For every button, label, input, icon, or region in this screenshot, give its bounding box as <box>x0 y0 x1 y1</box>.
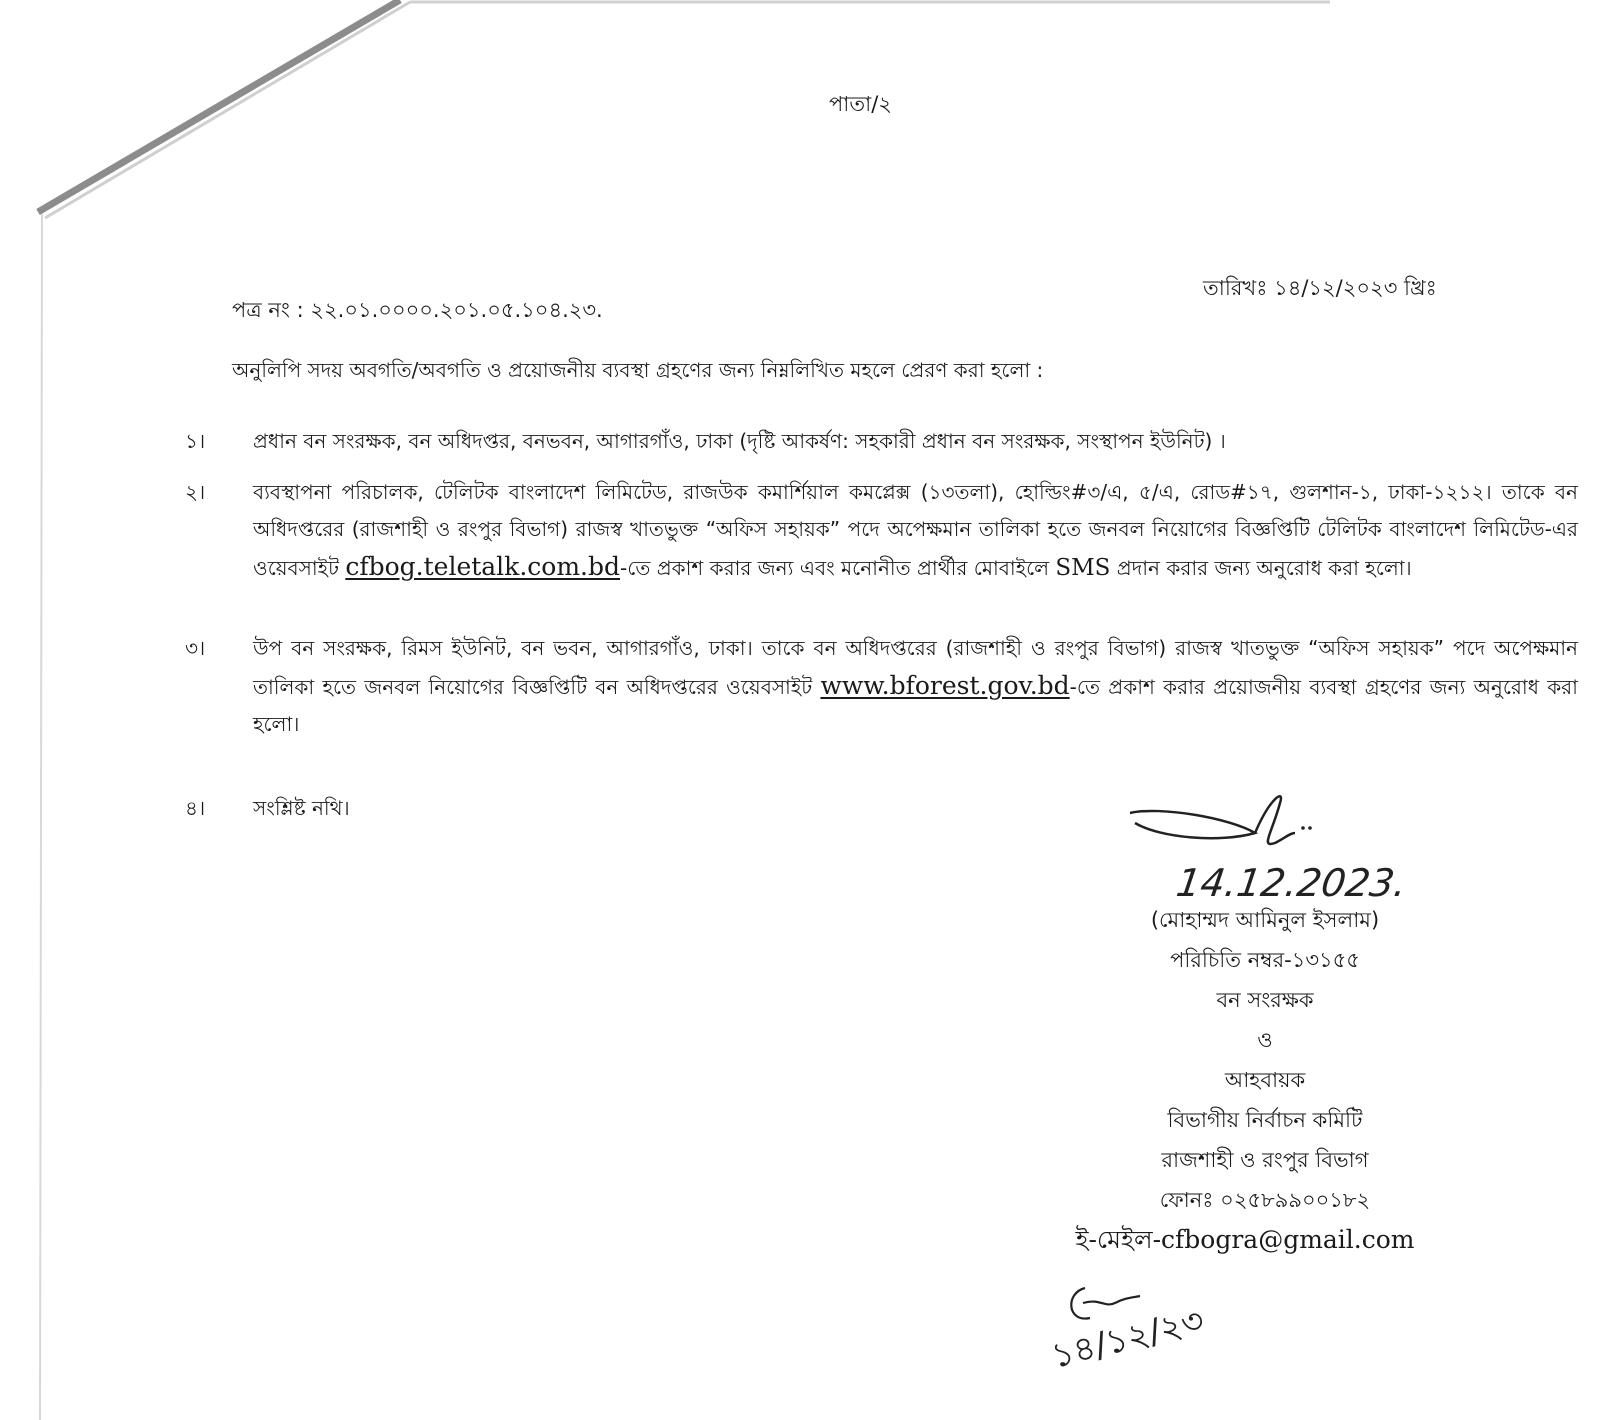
signatory-phone: ফোনঃ ০২৫৮৯৯০০১৮২ <box>1159 1188 1371 1212</box>
memo-number: পত্র নং : ২২.০১.০০০০.২০১.০৫.১০৪.২৩. <box>232 298 603 322</box>
list-item-text-part: -তে প্রকাশ করার প্রয়োজনীয় ব্যবস্থা গ্রহণের জন্য অনুরোধ করা হলো। <box>253 675 1578 736</box>
signatory-email: ই-মেইল-cfbogra@gmail.com <box>1075 1225 1415 1254</box>
signatory-role: আহবায়ক <box>1224 1068 1306 1092</box>
list-item-number: ১। <box>185 429 206 453</box>
memo-date: তারিখঃ ১৪/১২/২০২৩ খ্রিঃ <box>1203 276 1437 300</box>
intro-text: অনুলিপি সদয় অবগতি/অবগতি ও প্রয়োজনীয় ব্যবস্থা গ্রহণের জন্য নিম্নলিখিত মহলে প্রেরণ করা হলো : <box>232 358 1044 382</box>
list-item-text <box>253 630 1578 743</box>
handwritten-initials <box>1045 1268 1245 1393</box>
list-item-text: সংশ্লিষ্ট নথি। <box>253 796 350 820</box>
signatory-name: (মোহাম্মদ আমিনুল ইসলাম) <box>1150 908 1380 932</box>
initials-date: ১৪/১২/২৩ <box>1047 1300 1208 1377</box>
list-item-text-part: উপ বন সংরক্ষক, রিমস ইউনিট, বন ভবন, আগারগাঁও, ঢাকা। তাকে বন অধিদপ্তরের (রাজশাহী ও রংপুর বিভাগ) রাজস্ব খাতভুক্ত “অফিস সহায়ক” পদে অপেক্ষমান তালিকা হতে জনবল নিয়োগের বিজ্ঞপ্তিটি বন অধিদপ্তরের ওয়েবসাইট <box>253 636 1578 699</box>
list-item-text-part: প্রদান করার জন্য অনুরোধ করা হলো। <box>1110 556 1412 580</box>
page-number: পাতা/২ <box>829 92 892 116</box>
list-item-text-part: -তে প্রকাশ করার জন্য এবং মনোনীত প্রার্থীর মোবাইলে <box>620 556 1056 580</box>
signatory-conjunction: ও <box>1257 1028 1273 1052</box>
list-item-text: প্রধান বন সংরক্ষক, বন অধিদপ্তর, বনভবন, আগারগাঁও, ঢাকা (দৃষ্টি আকর্ষণ: সহকারী প্রধান বন সংরক্ষক, সংস্থাপন ইউনিট) । <box>253 429 1226 453</box>
bforest-website-link[interactable]: www.bforest.gov.bd <box>820 671 1070 700</box>
signature-date: 14.12.2023. <box>1173 862 1410 906</box>
handwritten-signature <box>1100 788 1460 913</box>
list-item-text-part: ব্যবস্থাপনা পরিচালক, টেলিটক বাংলাদেশ লিমিটেড, রাজউক কমার্শিয়াল কমপ্লেক্স (১৩তলা), হোল্ডিং#৩/এ, ৫/এ, রোড#১৭, গুলশান-১, ঢাকা-১২১২। তাকে বন অধিদপ্তরের (রাজশাহী ও রংপুর বিভাগ) রাজস্ব খাতভুক্ত “অফিস সহায়ক” পদে অপেক্ষমান তালিকা হতে জনবল নিয়োগের বিজ্ঞপ্তিটি টেলিটক বাংলাদেশ লিমিটেড-এর ওয়েবসাইট <box>253 480 1578 580</box>
list-item-number: ৪। <box>185 796 206 820</box>
sms-label: SMS <box>1055 555 1111 581</box>
signatory-division: রাজশাহী ও রংপুর বিভাগ <box>1161 1148 1369 1172</box>
signatory-id-number: পরিচিতি নম্বর-১৩১৫৫ <box>1170 948 1360 972</box>
signatory-designation: বন সংরক্ষক <box>1216 988 1314 1012</box>
teletalk-website-link[interactable]: cfbog.teletalk.com.bd <box>345 552 620 581</box>
list-item-number: ২। <box>185 480 206 504</box>
signatory-committee: বিভাগীয় নির্বাচন কমিটি <box>1167 1108 1363 1132</box>
signature-block <box>1075 900 1450 1260</box>
list-item-number: ৩। <box>185 636 206 660</box>
list-item-text <box>253 474 1578 587</box>
